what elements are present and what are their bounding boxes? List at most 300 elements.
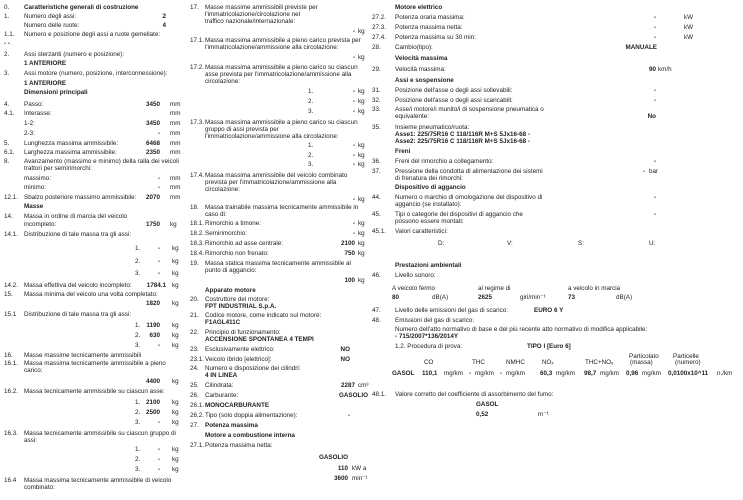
field-label: 2. bbox=[308, 98, 314, 105]
field-label: gruppo di assi prevista per bbox=[205, 126, 279, 133]
item-number: 26. bbox=[190, 392, 199, 399]
field-label: 1.2. Procedura di prova: bbox=[395, 343, 463, 350]
item-number: 26.1. bbox=[190, 402, 205, 409]
field-label: 2. bbox=[135, 456, 141, 463]
field-label: prevista per l'immatricolazione/ammissione alla bbox=[205, 179, 337, 186]
field-value: - bbox=[352, 28, 355, 35]
field-label: Tipi o categorie dei dispositivi di aggancio che bbox=[395, 211, 523, 218]
field-value: 2350 bbox=[145, 149, 160, 156]
section-heading: Motore a combustione interna bbox=[205, 432, 295, 439]
field-label: Emissioni del gas di scarico: bbox=[395, 317, 475, 324]
field-label: caso di: bbox=[205, 211, 227, 218]
field-unit: mm bbox=[170, 120, 181, 127]
field-value: - bbox=[352, 161, 355, 168]
field-unit: mm bbox=[170, 194, 181, 201]
emission-pm-header-sub: (massa) bbox=[630, 359, 653, 366]
field-value: 2 bbox=[162, 13, 166, 20]
item-number: 37. bbox=[372, 168, 381, 175]
item-number: 31. bbox=[372, 87, 381, 94]
item-number: 5. bbox=[4, 140, 10, 147]
field-value: - bbox=[352, 88, 355, 95]
field-value: 1820 bbox=[145, 300, 160, 307]
section-heading: Prestazioni ambientali bbox=[395, 262, 462, 269]
item-number: 47. bbox=[372, 307, 381, 314]
item-number: 33. bbox=[372, 106, 381, 113]
field-value: - bbox=[653, 211, 656, 218]
item-number: 8. bbox=[4, 158, 10, 165]
item-number: 2. bbox=[4, 51, 10, 58]
field-label: Numero e disposizione dei cilindri: bbox=[205, 365, 301, 372]
field-label: Rimorchio ad asse centrale: bbox=[205, 240, 284, 247]
item-number: 17.2. bbox=[190, 64, 205, 71]
emission-pm-header: Particolato bbox=[629, 353, 659, 360]
emission-co-value: 110,1 bbox=[422, 370, 438, 377]
item-number: 22. bbox=[190, 329, 199, 336]
field-value: 110 bbox=[337, 465, 348, 472]
field-value: F1AGL411C bbox=[205, 319, 241, 326]
field-value: 1784.1 bbox=[146, 282, 166, 289]
item-number: 1.1. bbox=[4, 31, 15, 38]
field-unit: kg bbox=[172, 332, 179, 339]
field-value: 630 bbox=[149, 332, 160, 339]
field-label: 2. bbox=[135, 409, 141, 416]
field-value: 4400 bbox=[145, 378, 160, 385]
field-label: Distribuzione di tale massa tra gli assi: bbox=[24, 231, 132, 238]
field-value: 2100 bbox=[340, 240, 355, 247]
field-value: 2287 bbox=[340, 382, 355, 389]
field-label: asse prevista per l'immatricolazione/ammissione alla bbox=[205, 71, 352, 78]
item-number: 46. bbox=[372, 272, 381, 279]
field-value: GASOLIO bbox=[338, 392, 368, 399]
noise-rpm-label: al regime di bbox=[478, 285, 511, 292]
item-number: 16. bbox=[4, 352, 13, 359]
field-value: - bbox=[653, 34, 656, 41]
field-value: - bbox=[157, 184, 160, 191]
item-number: 18.2. bbox=[190, 230, 205, 237]
field-label: l'immatricolazione/ammissione alla circolazione: bbox=[205, 133, 339, 140]
item-number: 27.2. bbox=[372, 14, 387, 21]
item-number: 16.1. bbox=[4, 360, 19, 367]
item-number: 24. bbox=[190, 365, 199, 372]
field-value: NO bbox=[340, 356, 350, 363]
field-unit: kg bbox=[172, 419, 179, 426]
field-label: Pressione della condotta di alimentazione dei sistemi bbox=[395, 168, 543, 175]
field-label: Rimorchio a timone: bbox=[205, 220, 261, 227]
field-value: 3450 bbox=[145, 120, 160, 127]
field-label: Livello delle emissioni del gas di scarico: bbox=[395, 307, 509, 314]
item-number: 14. bbox=[4, 213, 13, 220]
field-value: - bbox=[157, 419, 160, 426]
field-label: 1. bbox=[135, 446, 141, 453]
field-label: Costruttore del motore: bbox=[205, 296, 270, 303]
field-unit: kg bbox=[170, 221, 177, 228]
item-number: 21. bbox=[190, 312, 199, 319]
field-unit: kg bbox=[172, 342, 179, 349]
field-value: - bbox=[653, 158, 656, 165]
field-label: Potenza massima netta: bbox=[395, 24, 463, 31]
field-label: Massa minima del veicolo una volta completato: bbox=[24, 291, 158, 298]
field-label: Valori caratteristici: bbox=[395, 228, 448, 235]
field-unit: mm bbox=[170, 175, 181, 182]
field-value: - bbox=[352, 196, 355, 203]
field-label: 2. bbox=[135, 332, 141, 339]
field-label: Massa trainabile massima tecnicamente ammissibile in bbox=[205, 204, 359, 211]
section-heading: Apparato motore bbox=[205, 287, 256, 294]
field-unit: mm bbox=[170, 140, 181, 147]
field-unit: cm³ bbox=[358, 382, 369, 389]
field-unit: kg bbox=[172, 456, 179, 463]
field-value: 750 bbox=[344, 250, 355, 257]
field-unit: kg bbox=[172, 409, 179, 416]
emission-thcnox-header: THC+NOₓ bbox=[585, 359, 614, 366]
item-number: 35. bbox=[372, 124, 381, 131]
field-label: 1. bbox=[135, 399, 141, 406]
field-value: MANUALE bbox=[625, 44, 657, 51]
field-unit: kW bbox=[684, 14, 694, 21]
field-unit: kg bbox=[358, 108, 365, 115]
field-value: 1190 bbox=[146, 322, 160, 329]
field-label: Freni del rimorchio a collegamento: bbox=[395, 158, 494, 165]
item-number: 48.1. bbox=[372, 391, 387, 398]
field-label: possono essere montati: bbox=[395, 218, 464, 225]
field-value: 3450 bbox=[145, 101, 160, 108]
field-label: Massa massima ammissibile del veicolo combinato bbox=[205, 172, 348, 179]
field-label: Massa in ordine di marcia del veicolo bbox=[24, 213, 128, 220]
field-label: l'immatricolazione/ammissione alla circolazione: bbox=[205, 44, 339, 51]
item-number: 15.1 bbox=[4, 311, 17, 318]
field-value: 6468 bbox=[145, 140, 160, 147]
field-unit: kg bbox=[358, 142, 365, 149]
field-label: Numero o marchio di omologazione del dispositivo di bbox=[395, 194, 543, 201]
field-value: - - bbox=[4, 40, 10, 47]
field-label: 3. bbox=[135, 466, 141, 473]
field-value: 4 bbox=[162, 22, 166, 29]
field-value: ACCENSIONE SPONTANEA 4 TEMPI bbox=[205, 336, 314, 343]
field-unit: mg/km bbox=[475, 370, 494, 377]
field-label: Assi sterzanti (numero e posizione): bbox=[24, 51, 125, 58]
item-number: 6.1. bbox=[4, 149, 15, 156]
item-number: 17.3. bbox=[190, 119, 205, 126]
field-label: Cilindrata: bbox=[205, 382, 234, 389]
field-label: circolazione: bbox=[205, 186, 240, 193]
field-label: Larghezza massima ammissibile: bbox=[24, 149, 117, 156]
field-value: - bbox=[347, 412, 350, 419]
item-number: 17. bbox=[190, 4, 199, 11]
field-label: Veicolo ibrido [elettrico]: bbox=[205, 356, 272, 363]
field-label: Principio di funzionamento: bbox=[205, 329, 281, 336]
field-unit: min⁻¹ bbox=[352, 475, 368, 482]
field-unit: kg bbox=[172, 446, 179, 453]
noise-stationary-value: 80 bbox=[392, 294, 400, 301]
field-unit: mg/km bbox=[506, 370, 525, 377]
field-label: 3. bbox=[135, 342, 141, 349]
field-unit: kg bbox=[358, 161, 365, 168]
value-v-label: V: bbox=[507, 240, 513, 247]
field-unit: kg bbox=[358, 88, 365, 95]
field-value: - bbox=[157, 175, 160, 182]
item-number: 26.2. bbox=[190, 412, 205, 419]
item-number: 32. bbox=[372, 97, 381, 104]
field-unit: dB(A) bbox=[616, 294, 633, 301]
field-unit: kg bbox=[358, 98, 365, 105]
field-label: Livello sonoro: bbox=[395, 272, 436, 279]
field-unit: kg bbox=[358, 54, 365, 61]
field-value: 1 ANTERIORE bbox=[24, 80, 67, 87]
field-unit: kg bbox=[172, 245, 179, 252]
item-number: 23. bbox=[190, 346, 199, 353]
field-unit: n./km bbox=[717, 370, 733, 377]
field-label: 1. bbox=[308, 142, 314, 149]
field-value: EURO 6 Y bbox=[534, 307, 564, 314]
emission-fuel: GASOL bbox=[392, 370, 415, 377]
item-number: 18.4. bbox=[190, 250, 205, 257]
field-label: Asse/i motore/i munito/i di sospensione pneumatica o bbox=[395, 106, 544, 113]
item-number: 16.3. bbox=[4, 430, 19, 437]
field-value: 3600 bbox=[333, 475, 348, 482]
field-label: Massa tecnicamente ammissibile su ciascun gruppo di bbox=[24, 430, 176, 437]
field-unit: kg bbox=[172, 378, 179, 385]
field-unit: mm bbox=[170, 149, 181, 156]
item-number: 18. bbox=[190, 204, 199, 211]
field-label: Tipo (solo doppia alimentazione): bbox=[205, 412, 298, 419]
item-number: 14.1. bbox=[4, 231, 19, 238]
field-label: 1. bbox=[135, 245, 141, 252]
item-number: 18.1. bbox=[190, 220, 205, 227]
field-label: Potenza massima su 30 min: bbox=[395, 34, 476, 41]
field-value: - bbox=[352, 152, 355, 159]
emission-nmhc-header: NMHC bbox=[506, 359, 525, 366]
noise-moving-value: 73 bbox=[568, 294, 576, 301]
field-unit: kW bbox=[684, 24, 694, 31]
field-label: 3. bbox=[135, 270, 141, 277]
field-value: - bbox=[352, 230, 355, 237]
field-label: punto di aggancio: bbox=[205, 267, 257, 274]
field-label: Passo: bbox=[24, 101, 44, 108]
field-value: 0,52 bbox=[476, 411, 489, 418]
item-number: 45. bbox=[372, 211, 381, 218]
field-unit: m⁻¹ bbox=[538, 411, 549, 418]
item-number: 27.4. bbox=[372, 34, 387, 41]
field-value: GASOL bbox=[476, 401, 499, 408]
field-label: Massa massima ammissibile a pieno carico prevista per bbox=[205, 37, 361, 44]
noise-rpm-value: 2625 bbox=[478, 294, 493, 301]
field-value: - bbox=[157, 270, 160, 277]
field-value: - bbox=[653, 14, 656, 21]
field-label: carico: bbox=[24, 367, 43, 374]
field-value: 100 bbox=[344, 277, 355, 284]
field-label: Semirimorchio: bbox=[205, 230, 247, 237]
field-label: traffico nazionale/internazionale: bbox=[205, 18, 296, 25]
field-label: Rimorchio non frenato: bbox=[205, 250, 269, 257]
emission-co-header: CO bbox=[424, 359, 434, 366]
field-label: Interasse: bbox=[24, 110, 52, 117]
field-unit: kg bbox=[358, 196, 365, 203]
value-s-label: S: bbox=[578, 240, 584, 247]
field-label: di frenatura dei rimorchi: bbox=[395, 175, 463, 182]
section-heading: Dimensioni principali bbox=[24, 89, 88, 96]
field-label: Masse massime tecnicamente ammissibili bbox=[24, 352, 142, 359]
field-value: NO bbox=[340, 346, 350, 353]
field-label: Esclusivamente elettrico: bbox=[205, 346, 275, 353]
field-value: - bbox=[157, 258, 160, 265]
field-unit: km/h bbox=[658, 66, 672, 73]
item-number: 18.3. bbox=[190, 240, 205, 247]
field-label: Cambio(tipo): bbox=[395, 44, 433, 51]
field-value: - bbox=[157, 245, 160, 252]
item-number: 20. bbox=[190, 296, 199, 303]
field-label: Massa massima ammissibile a pieno carico su ciascun bbox=[205, 64, 358, 71]
field-unit: giri/min⁻¹ bbox=[520, 294, 546, 301]
item-number: 27.3. bbox=[372, 24, 387, 31]
field-label: Velocità massima: bbox=[395, 66, 446, 73]
field-unit: mm bbox=[170, 110, 181, 117]
field-value: 90 bbox=[648, 66, 656, 73]
item-number: 12.1. bbox=[4, 194, 19, 201]
field-label: Avanzamento (massimo e minimo) della ralla dei veicoli bbox=[24, 158, 179, 165]
field-unit: kg bbox=[172, 399, 179, 406]
field-value: GASOLIO bbox=[318, 454, 348, 461]
section-heading: Masse bbox=[24, 203, 44, 210]
field-unit: mg/km bbox=[642, 370, 661, 377]
field-unit: dB(A) bbox=[432, 294, 449, 301]
field-label: Potenza oraria massima: bbox=[395, 14, 465, 21]
field-value: - bbox=[352, 54, 355, 61]
value-u-label: U: bbox=[649, 240, 656, 247]
field-value: - bbox=[157, 446, 160, 453]
item-number: 19. bbox=[190, 260, 199, 267]
item-number: 44. bbox=[372, 194, 381, 201]
item-number: 17.4. bbox=[190, 172, 205, 179]
item-number: 29. bbox=[372, 66, 381, 73]
value-d-label: D: bbox=[438, 240, 445, 247]
emission-pn-header: Particelle bbox=[673, 353, 699, 360]
field-label: Posizione dell'asse o degli assi scaricabili: bbox=[395, 97, 513, 104]
item-number: 27.1. bbox=[190, 442, 205, 449]
noise-moving-label: a veicolo in marcia bbox=[568, 285, 621, 292]
emission-thc-header: THC bbox=[472, 359, 485, 366]
field-label: l'immatricolazione/circolazione nel bbox=[205, 11, 300, 18]
item-number: 3. bbox=[4, 70, 10, 77]
field-label: 3. bbox=[135, 419, 141, 426]
field-value: 2500 bbox=[145, 409, 160, 416]
field-value: - bbox=[653, 194, 656, 201]
item-number: 14.2. bbox=[4, 282, 19, 289]
column-right bbox=[372, 0, 743, 500]
item-number: 48. bbox=[372, 317, 381, 324]
field-unit: kg bbox=[358, 277, 365, 284]
item-number: 15. bbox=[4, 291, 13, 298]
field-label: trattori per semirimorchi: bbox=[24, 165, 92, 172]
field-unit: kg bbox=[172, 270, 179, 277]
item-number: 16.2. bbox=[4, 388, 19, 395]
field-label: Massa massima ammissibile a pieno carico su ciascun bbox=[205, 119, 358, 126]
emission-pm-value: 0,96 bbox=[626, 370, 639, 377]
field-label: Codice motore, come indicato sul motore: bbox=[205, 312, 322, 319]
field-label: equivalente: bbox=[395, 113, 429, 120]
field-value: TIPO I [Euro 6] bbox=[527, 343, 571, 350]
field-unit: kg bbox=[172, 322, 179, 329]
field-label: 1. bbox=[308, 88, 314, 95]
field-label: Distribuzione di tale massa tra gli assi: bbox=[24, 311, 132, 318]
item-number: 0. bbox=[4, 4, 10, 11]
field-label: Massa statica massima tecnicamente ammissibile al bbox=[205, 260, 351, 267]
field-value: - 715/2007*136/2014Y bbox=[395, 333, 459, 340]
field-label: Insieme pneumatico/ruota: bbox=[395, 124, 470, 131]
field-unit: mg/km bbox=[556, 370, 575, 377]
field-label: Massa massima tecnicamente ammissibile di veicolo bbox=[24, 477, 172, 484]
field-value: 1750 bbox=[145, 221, 160, 228]
item-number: 27. bbox=[190, 422, 199, 429]
field-value: - bbox=[642, 168, 645, 175]
item-number: 16.4 bbox=[4, 477, 17, 484]
field-label: 2. bbox=[135, 258, 141, 265]
field-label: Posizione dell'asse o degli assi sollevabili: bbox=[395, 87, 513, 94]
item-number: 45.1. bbox=[372, 228, 387, 235]
section-heading: Freni bbox=[395, 148, 411, 155]
field-label: incompleto: bbox=[24, 221, 57, 228]
item-number: 36. bbox=[372, 158, 381, 165]
field-label: Numero degli assi: bbox=[24, 13, 77, 20]
field-value: - bbox=[157, 456, 160, 463]
field-label: Massa effettiva del veicolo incompleto: bbox=[24, 282, 132, 289]
field-unit: kW a bbox=[352, 465, 367, 472]
column-left bbox=[0, 0, 186, 500]
section-heading: Potenza massima bbox=[205, 422, 258, 429]
field-value: - bbox=[157, 342, 160, 349]
field-value: FPT INDUSTRIAL S.p.A. bbox=[205, 303, 277, 310]
section-heading: Caratteristiche generali di costruzione bbox=[24, 4, 139, 11]
field-value: 2070 bbox=[145, 194, 160, 201]
field-unit: mg/km bbox=[444, 370, 463, 377]
section-heading: Motore elettrico bbox=[395, 4, 443, 11]
field-label: circolazione: bbox=[205, 78, 240, 85]
field-unit: kg bbox=[358, 230, 365, 237]
field-label: Masse massime ammissibili previste per bbox=[205, 4, 318, 11]
field-label: Potenza massima netta: bbox=[205, 442, 273, 449]
item-number: 1. bbox=[4, 13, 10, 20]
field-label: Massa tecnicamente ammissibile su ciascun asse: bbox=[24, 388, 165, 395]
field-unit: bar bbox=[649, 168, 659, 175]
field-unit: kg bbox=[358, 28, 365, 35]
field-label: Sbalzo posteriore massimo ammissibile: bbox=[24, 194, 137, 201]
field-label: Assi motore (numero, posizione, interconnessione): bbox=[24, 70, 168, 77]
field-label: Numero delle ruote: bbox=[24, 22, 80, 29]
field-value: - bbox=[352, 108, 355, 115]
field-label: combinato: bbox=[24, 484, 55, 491]
emission-thcnox-value: 98,7 bbox=[584, 370, 597, 377]
field-label: Valore corretto del coefficiente di assorbimento del fumo: bbox=[395, 391, 554, 398]
field-label: 3. bbox=[308, 161, 314, 168]
field-label: 2-3: bbox=[24, 130, 35, 137]
field-label: Numero e posizione degli assi a ruote gemellate: bbox=[24, 31, 161, 38]
field-unit: mm bbox=[170, 184, 181, 191]
section-heading: Assi e sospensione bbox=[395, 77, 454, 84]
emission-nox-value: 60,3 bbox=[540, 370, 553, 377]
field-value: - bbox=[653, 24, 656, 31]
field-value: 1 ANTERIORE bbox=[24, 60, 67, 67]
noise-stationary-label: A veicolo fermo bbox=[392, 285, 436, 292]
field-label: Massa massima tecnicamente ammissibile a pieno bbox=[24, 360, 166, 367]
field-value: MONOCARBURANTE bbox=[205, 402, 270, 409]
field-label: Carburante: bbox=[205, 392, 239, 399]
item-number: 4. bbox=[4, 101, 10, 108]
item-number: 17.1. bbox=[190, 37, 205, 44]
emission-nmhc-value: - bbox=[500, 370, 503, 377]
field-label: 1. bbox=[135, 322, 141, 329]
field-unit: kg bbox=[358, 152, 365, 159]
field-value: - bbox=[157, 130, 160, 137]
field-unit: mm bbox=[170, 130, 181, 137]
